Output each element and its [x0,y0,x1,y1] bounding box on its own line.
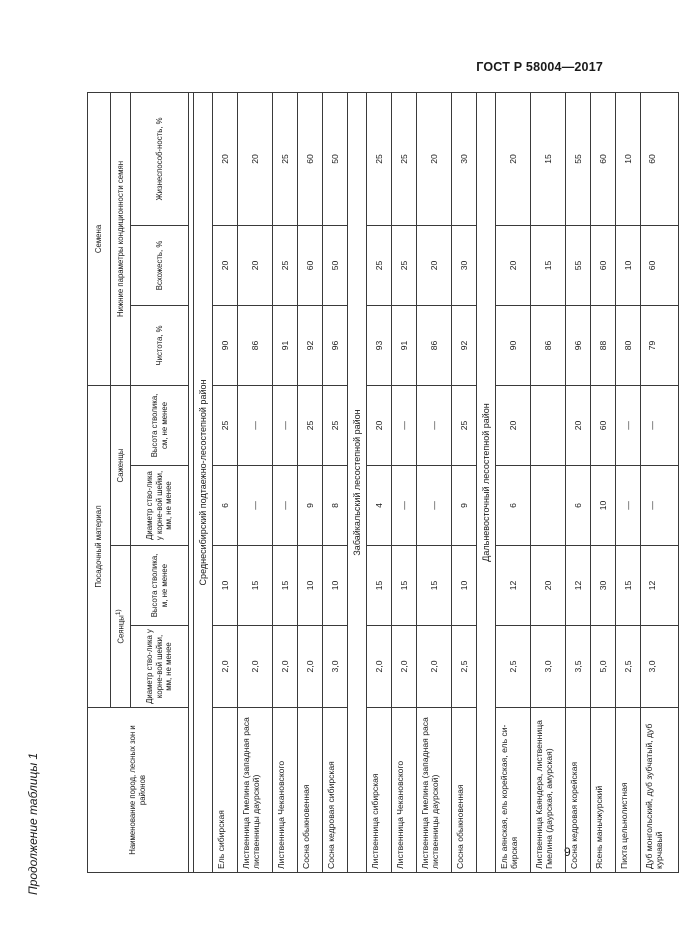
sapling-height-cell: 25 [323,385,348,465]
zone-title: Среднесибирский подтаежно-лесостепной район [194,92,213,872]
header-saplings: Саженцы [111,385,131,545]
purity-cell: 96 [566,305,591,385]
germination-cell: 10 [616,225,641,305]
footnote-marker: 1) [114,609,122,616]
sapling-height-cell: 20 [566,385,591,465]
germination-cell: 20 [213,225,238,305]
seedling-height-cell: 20 [531,545,566,625]
sapling-diameter-cell: — [238,465,273,545]
header-name: Наименование пород, лесных зон и районов [88,707,189,872]
seedling-diameter-cell: 5,0 [591,625,616,707]
seedling-height-cell: 15 [392,545,417,625]
sapling-height-cell: 20 [496,385,531,465]
species-name: Дуб монгольский, дуб зубчатый, дуб курчавый [641,707,679,872]
seedling-height-cell: 15 [238,545,273,625]
sapling-height-cell: — [641,385,679,465]
zone-row [194,92,213,872]
germination-cell: 25 [273,225,298,305]
table-row [591,92,616,872]
purity-cell: 86 [238,305,273,385]
sapling-diameter-cell: — [641,465,679,545]
seedling-height-cell: 15 [417,545,452,625]
header-seed-params: Нижние параметры кондиционности семян [111,92,131,385]
table-row [238,92,273,872]
purity-cell: 90 [213,305,238,385]
germination-cell: 60 [641,225,679,305]
sapling-diameter-cell [531,465,566,545]
sapling-height-cell: — [273,385,298,465]
seedling-diameter-cell: 2,0 [298,625,323,707]
seedling-diameter-cell: 2,5 [452,625,477,707]
seedling-height-cell: 10 [213,545,238,625]
germination-cell: 60 [591,225,616,305]
header-purity: Чистота, % [131,305,189,385]
purity-cell: 92 [452,305,477,385]
zone-row [477,92,496,872]
germination-cell: 20 [238,225,273,305]
purity-cell: 79 [641,305,679,385]
germination-cell: 50 [323,225,348,305]
zone-title: Дальневосточный лесостепной район [477,92,496,872]
purity-cell: 93 [367,305,392,385]
sapling-diameter-cell: — [417,465,452,545]
purity-cell: 91 [392,305,417,385]
species-name: Сосна кедровая корейская [566,707,591,872]
zone-title: Забайкальский лесостепной район [348,92,367,872]
table-row [392,92,417,872]
species-name: Лиственница Чекановского [273,707,298,872]
sapling-height-cell: 25 [452,385,477,465]
seedling-height-cell: 15 [367,545,392,625]
germination-cell: 25 [392,225,417,305]
purity-cell: 86 [417,305,452,385]
seedling-diameter-cell: 2,0 [367,625,392,707]
purity-cell: 90 [496,305,531,385]
germination-cell: 20 [496,225,531,305]
species-name: Ель сибирская [213,707,238,872]
page-number: 9 [564,845,571,859]
species-name: Сосна обыкновенная [452,707,477,872]
species-name: Лиственница Гмелина (западная раса лиственницы даурской) [417,707,452,872]
viability-cell: 10 [616,92,641,225]
sapling-diameter-cell: 6 [566,465,591,545]
sapling-diameter-cell: 9 [452,465,477,545]
table-row [298,92,323,872]
seedling-diameter-cell: 2,5 [496,625,531,707]
species-name: Сосна обыкновенная [298,707,323,872]
germination-cell: 60 [298,225,323,305]
table-row [496,92,531,872]
seedling-diameter-cell: 2,0 [238,625,273,707]
viability-cell: 55 [566,92,591,225]
sapling-diameter-cell: 6 [496,465,531,545]
purity-cell: 86 [531,305,566,385]
viability-cell: 20 [496,92,531,225]
table-row [616,92,641,872]
seedling-diameter-cell: 2,0 [213,625,238,707]
viability-cell: 25 [273,92,298,225]
sapling-diameter-cell: — [392,465,417,545]
viability-cell: 20 [417,92,452,225]
seedling-diameter-cell: 2,5 [616,625,641,707]
species-name: Ясень маньчжурский [591,707,616,872]
table-row [367,92,392,872]
sapling-height-cell: — [417,385,452,465]
sapling-diameter-cell: 4 [367,465,392,545]
seedling-height-cell: 12 [496,545,531,625]
species-name: Пихта цельнолистная [616,707,641,872]
viability-cell: 20 [213,92,238,225]
seed-standards-table [87,92,679,873]
table-row [566,92,591,872]
sapling-height-cell: 60 [591,385,616,465]
purity-cell: 92 [298,305,323,385]
viability-cell: 20 [238,92,273,225]
germination-cell: 25 [367,225,392,305]
seedling-diameter-cell: 2,0 [392,625,417,707]
sapling-height-cell: — [238,385,273,465]
viability-cell: 60 [298,92,323,225]
seedling-height-cell: 15 [616,545,641,625]
purity-cell: 91 [273,305,298,385]
sapling-diameter-cell: 9 [298,465,323,545]
seedling-height-cell: 12 [566,545,591,625]
seedling-diameter-cell: 2,0 [273,625,298,707]
sapling-diameter-cell: 8 [323,465,348,545]
species-name: Лиственница Гмелина (западная раса лиственницы даурской) [238,707,273,872]
header-seedlings [111,545,131,707]
header-viability: Жизнеспособ-ность, % [131,92,189,225]
sapling-height-cell: 25 [298,385,323,465]
sapling-diameter-cell: — [273,465,298,545]
table-row [273,92,298,872]
header-seedling-height: Высота стволика, м, не менее [131,545,189,625]
germination-cell: 30 [452,225,477,305]
germination-cell: 15 [531,225,566,305]
species-name: Ель аянская, ель корейская, ель си-бирская [496,707,531,872]
zone-row [348,92,367,872]
sapling-diameter-cell: 10 [591,465,616,545]
sapling-height-cell: 20 [367,385,392,465]
seedling-diameter-cell: 2,0 [417,625,452,707]
viability-cell: 25 [367,92,392,225]
seedling-diameter-cell: 3,5 [566,625,591,707]
standard-code: ГОСТ Р 58004—2017 [476,60,603,74]
seedling-height-cell: 12 [641,545,679,625]
table-row [452,92,477,872]
header-germination: Всхожесть, % [131,225,189,305]
header-seedlings-label: Сеянцы [116,615,126,644]
viability-cell: 25 [392,92,417,225]
viability-cell: 60 [641,92,679,225]
table-row [641,92,679,872]
table-row [531,92,566,872]
table-row [417,92,452,872]
header-seeds: Семена [88,92,111,385]
sapling-diameter-cell: — [616,465,641,545]
header-seedling-diameter: Диаметр ство-лика у корне-вой шейки, мм, не менее [131,625,189,707]
sapling-height-cell: — [616,385,641,465]
seedling-height-cell: 10 [452,545,477,625]
seedling-height-cell: 15 [273,545,298,625]
species-name: Лиственница сибирская [367,707,392,872]
seedling-diameter-cell: 3,0 [531,625,566,707]
viability-cell: 30 [452,92,477,225]
table-row [213,92,238,872]
header-sapling-height: Высота стволика, см, не менее [131,385,189,465]
header-sapling-diameter: Диаметр ство-лика у корне-вой шейки, мм, не менее [131,465,189,545]
seedling-height-cell: 10 [323,545,348,625]
species-name: Лиственница Чекановского [392,707,417,872]
table-continuation-label: Продолжение таблицы 1 [26,752,40,895]
seedling-height-cell: 10 [298,545,323,625]
purity-cell: 96 [323,305,348,385]
sapling-diameter-cell: 6 [213,465,238,545]
purity-cell: 88 [591,305,616,385]
sapling-height-cell: 25 [213,385,238,465]
germination-cell: 20 [417,225,452,305]
species-name: Лиственница Каяндера, лиственница Гмелина (даурская, амурская) [531,707,566,872]
seedling-height-cell: 30 [591,545,616,625]
header-planting-material: Посадочный материал [88,385,111,707]
rotated-table-container [87,93,665,873]
germination-cell: 55 [566,225,591,305]
purity-cell: 80 [616,305,641,385]
seedling-diameter-cell: 3,0 [323,625,348,707]
table-row [323,92,348,872]
viability-cell: 50 [323,92,348,225]
species-name: Сосна кедровая сибирская [323,707,348,872]
sapling-height-cell [531,385,566,465]
viability-cell: 60 [591,92,616,225]
viability-cell: 15 [531,92,566,225]
seedling-diameter-cell: 3,0 [641,625,679,707]
sapling-height-cell: — [392,385,417,465]
